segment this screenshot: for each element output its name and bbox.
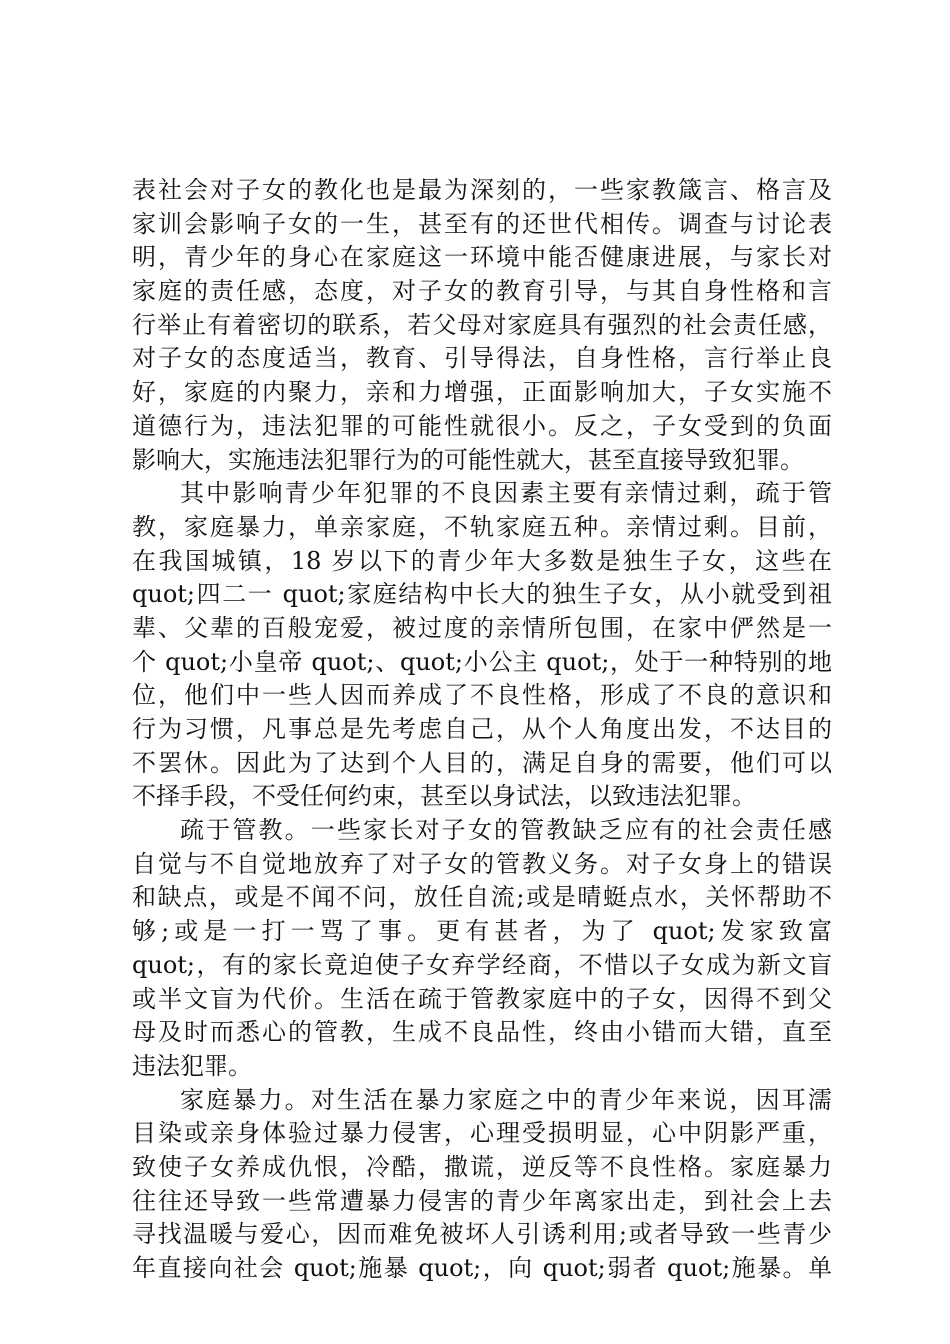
text-line: 够;或是一打一骂了事。更有甚者，为了 quot;发家致富: [132, 917, 832, 946]
text-line: 目染或亲身体验过暴力侵害，心理受损明显，心中阴影严重，: [132, 1119, 832, 1148]
text-line: 位，他们中一些人因而养成了不良性格，形成了不良的意识和: [132, 681, 832, 710]
text-line: 年直接向社会 quot;施暴 quot;，向 quot;弱者 quot;施暴。单: [132, 1254, 832, 1282]
text-line: 违法犯罪。: [132, 1051, 252, 1080]
text-line: 不择手段，不受任何约束，甚至以身试法，以致违法犯罪。: [132, 782, 756, 811]
text-line: 家庭的责任感，态度，对子女的教育引导，与其自身性格和言: [132, 277, 832, 306]
text-line: 个 quot;小皇帝 quot;、quot;小公主 quot;，处于一种特别的地: [132, 647, 832, 676]
text-line: 明，青少年的身心在家庭这一环境中能否健康进展，与家长对: [132, 243, 832, 272]
paragraph-start-line: 家庭暴力。对生活在暴力家庭之中的青少年来说，因耳濡: [180, 1085, 832, 1114]
text-line: 往往还导致一些常遭暴力侵害的青少年离家出走，到社会上去: [132, 1186, 832, 1215]
text-line: 教，家庭暴力，单亲家庭，不轨家庭五种。亲情过剩。目前，: [132, 512, 832, 541]
text-line: 道德行为，违法犯罪的可能性就很小。反之，子女受到的负面: [132, 411, 832, 440]
text-line: 家训会影响子女的一生，甚至有的还世代相传。调查与讨论表: [132, 209, 832, 238]
text-line: 影响大，实施违法犯罪行为的可能性就大，甚至直接导致犯罪。: [132, 445, 804, 474]
text-line: 行举止有着密切的联系，若父母对家庭具有强烈的社会责任感，: [132, 310, 832, 339]
document-body: [132, 174, 832, 1286]
text-line: 表社会对子女的教化也是最为深刻的，一些家教箴言、格言及: [132, 176, 832, 204]
text-line: 自觉与不自觉地放弃了对子女的管教义务。对子女身上的错误: [132, 849, 832, 878]
text-line: 和缺点，或是不闻不问，放任自流;或是晴蜓点水，关怀帮助不: [132, 883, 832, 912]
text-line: 致使子女养成仇恨，冷酷，撒谎，逆反等不良性格。家庭暴力: [132, 1152, 832, 1181]
text-line: 不罢休。因此为了达到个人目的，满足自身的需要，他们可以: [132, 748, 832, 777]
text-line: 辈、父辈的百般宠爱，被过度的亲情所包围，在家中俨然是一: [132, 613, 832, 642]
text-line: quot;四二一 quot;家庭结构中长大的独生子女，从小就受到祖: [132, 580, 832, 609]
text-line: 在我国城镇，18 岁以下的青少年大多数是独生子女，这些在: [132, 546, 832, 575]
paragraph-start-line: 其中影响青少年犯罪的不良因素主要有亲情过剩，疏于管: [180, 479, 832, 508]
text-line: 好，家庭的内聚力，亲和力增强，正面影响加大，子女实施不: [132, 378, 832, 407]
text-line: 行为习惯，凡事总是先考虑自己，从个人角度出发，不达目的: [132, 715, 832, 743]
text-line: 寻找温暖与爱心，因而难免被坏人引诱利用;或者导致一些青少: [132, 1220, 832, 1249]
text-line: 母及时而悉心的管教，生成不良品性，终由小错而大错，直至: [132, 1018, 832, 1047]
text-line: 对子女的态度适当，教育、引导得法，自身性格，言行举止良: [132, 344, 832, 373]
text-line: quot;，有的家长竟迫使子女弃学经商，不惜以子女成为新文盲: [132, 950, 832, 979]
paragraph-start-line: 疏于管教。一些家长对子女的管教缺乏应有的社会责任感: [180, 816, 832, 845]
text-line: 或半文盲为代价。生活在疏于管教家庭中的子女，因得不到父: [132, 984, 832, 1013]
